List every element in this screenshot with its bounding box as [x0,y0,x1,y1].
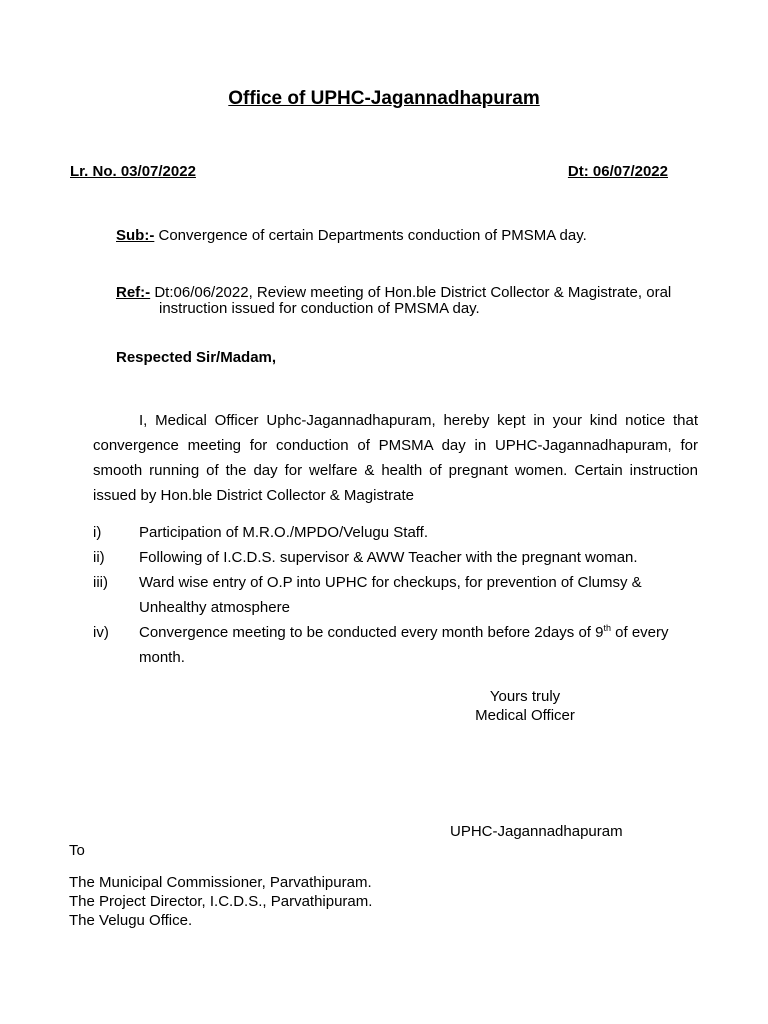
list-item-text [139,620,698,670]
instruction-list [93,520,698,670]
office-title: Office of UPHC-Jagannadhapuram [228,88,540,109]
signature-block [470,687,580,725]
list-item-number: iv) [93,624,109,641]
reference-label: Ref:- [116,284,151,301]
subject-text: Convergence of certain Departments conduction of PMSMA day. [154,227,587,244]
recipient-list [69,873,372,930]
list-item [93,570,698,620]
salutation: Respected Sir/Madam, [116,349,277,366]
body-paragraph: I, Medical Officer Uphc-Jagannadhapuram, hereby kept in your kind notice that convergence meeting for conduction of PMSMA day in UPHC-Jagannadhapuram, for smooth running of the day for welfare & health of pregnant women. Certain instruction issued by Hon.ble District Collector & Magistrate [93,412,698,504]
list-item [93,520,698,545]
list-item-text: Participation of M.R.O./MPDO/Velugu Staff. [139,524,429,541]
signature-place: UPHC-Jagannadhapuram [450,823,623,840]
designation: Medical Officer [475,707,575,724]
list-item-number: ii) [93,549,105,566]
list-item-text: Following of I.C.D.S. supervisor & AWW Teacher with the pregnant woman. [139,549,638,566]
letter-reference-line [70,163,668,181]
list-item-text-part: Convergence meeting to be conducted every month before 2days of 9 [139,624,604,641]
recipient: The Velugu Office. [69,912,193,929]
list-item-text: Ward wise entry of O.P into UPHC for checkups, for prevention of Clumsy & Unhealthy atmosphere [139,574,642,616]
recipient: The Project Director, I.C.D.S., Parvathipuram. [69,893,373,910]
letter-date: Dt: 06/07/2022 [567,163,668,180]
to-label: To [69,842,85,859]
letter-number: Lr. No. 03/07/2022 [70,163,196,180]
reference-text-line1: Dt:06/06/2022, Review meeting of Hon.ble District Collector & Magistrate, oral [150,284,672,301]
recipient: The Municipal Commissioner, Parvathipuram. [69,874,372,891]
list-item [93,620,698,670]
list-item-number: i) [93,524,102,541]
list-item [93,545,698,570]
reference-text-line2: instruction issued for conduction of PMSMA day. [159,300,480,317]
closing: Yours truly [489,688,561,705]
list-item-number: iii) [93,574,108,591]
ordinal-suffix: th [603,623,611,633]
list-item-text-part: of every month. [139,624,669,666]
subject-label: Sub:- [116,227,155,244]
subject-line [116,227,587,245]
